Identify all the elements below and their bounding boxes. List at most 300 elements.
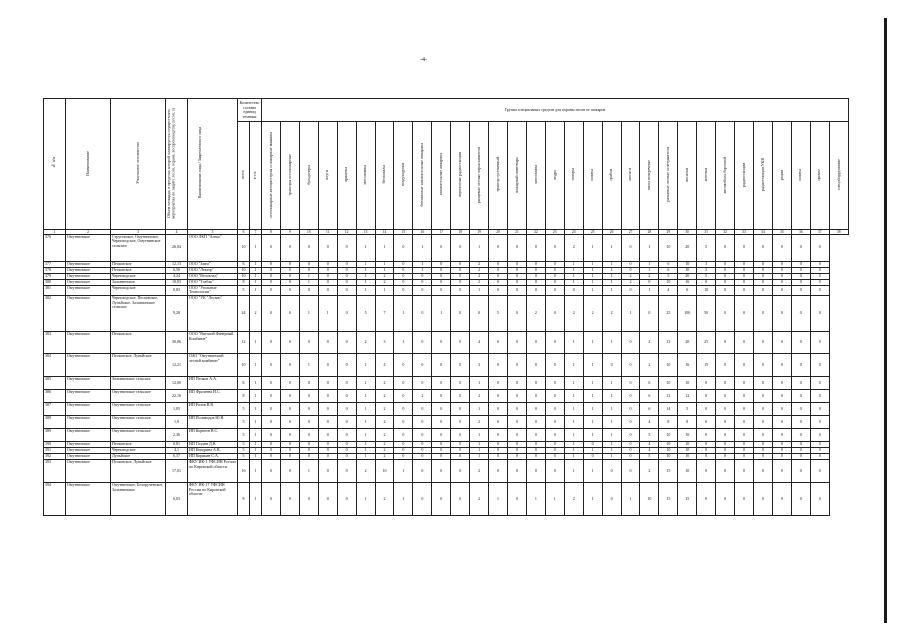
row-value: 0	[280, 279, 299, 285]
row-tenant: ИП Корякин С.А.	[188, 453, 238, 459]
row-value: 1	[375, 234, 394, 261]
row-value: 0	[318, 402, 337, 415]
header-col	[716, 122, 735, 229]
row-value: 0	[451, 482, 470, 515]
header-col-text: радиостанции УКВ	[759, 158, 765, 192]
row-value: 0	[810, 234, 829, 261]
header-col	[753, 122, 772, 229]
row-value: 1	[356, 447, 375, 453]
row-value: 1	[583, 285, 602, 295]
row-value: 0	[753, 389, 772, 402]
row-value: 0	[394, 402, 413, 415]
row-value: 0	[772, 273, 791, 279]
row-num: 378	[44, 267, 66, 273]
row-value: 0	[526, 415, 545, 428]
row-value: 0	[337, 415, 356, 428]
row-value: 0	[735, 331, 754, 353]
row-value: 0	[716, 295, 735, 331]
row-district: Песковское, Лупьйское	[111, 353, 166, 376]
row-district: Песковское, Лупьйское	[111, 459, 166, 482]
column-number: 30	[678, 229, 697, 234]
row-value: 0	[772, 482, 791, 515]
row-value: 0	[810, 428, 829, 441]
row-value: 0	[526, 441, 545, 447]
row-value: 6	[640, 376, 659, 389]
row-value: 0	[810, 353, 829, 376]
row-value: 0	[735, 234, 754, 261]
row-value: 0	[489, 331, 508, 353]
row-value: 0	[451, 273, 470, 279]
row-value: 0	[394, 234, 413, 261]
row-value: 0	[413, 428, 432, 441]
row-name: Омутнинское	[66, 441, 111, 447]
row-value: 1	[470, 376, 489, 389]
row-value: 0	[280, 261, 299, 267]
header-col	[394, 122, 413, 229]
row-value: 0	[791, 415, 810, 428]
row-value: 0	[753, 453, 772, 459]
row-value: 0	[451, 453, 470, 459]
row-value: 0	[791, 428, 810, 441]
row-value: 0	[621, 402, 640, 415]
row-value: 0	[337, 331, 356, 353]
column-number: 35	[772, 229, 791, 234]
row-value: 2	[356, 331, 375, 353]
row-value: 0	[262, 295, 281, 331]
header-col	[337, 122, 356, 229]
table-row	[44, 376, 849, 389]
row-num: 376	[44, 234, 66, 261]
row-value: 0	[508, 447, 527, 453]
header-area-text: Объем площади, в пределах которой планируется осуществлять мероприятия по защите лесов, охране, воспроизводству лесов, га	[166, 107, 176, 219]
row-value: 1	[583, 273, 602, 279]
row-value: 1	[356, 279, 375, 285]
row-num: 394	[44, 482, 66, 515]
row-value: 20	[678, 331, 697, 353]
row-value: 1	[250, 279, 262, 285]
column-number: 5	[188, 229, 238, 234]
row-district: Черноходское	[111, 285, 166, 295]
row-value: 1	[564, 273, 583, 279]
row-value: 1	[583, 279, 602, 285]
row-value: 0	[716, 447, 735, 453]
row-value: 0	[753, 353, 772, 376]
table-row	[44, 295, 849, 331]
row-value: 0	[753, 482, 772, 515]
header-col-text: носилки	[683, 167, 689, 182]
row-value: 0	[621, 285, 640, 295]
row-value: 0	[791, 376, 810, 389]
row-value: 1	[470, 453, 489, 459]
header-col-text: ранцевые лесные опрыскиватели	[475, 146, 481, 203]
row-value: 2	[470, 261, 489, 267]
row-value: 2	[564, 234, 583, 261]
row-value: 5	[238, 441, 250, 447]
row-value: 0	[735, 402, 754, 415]
row-value: 0	[451, 459, 470, 482]
header-col-text: зажигательные аппараты	[437, 153, 443, 196]
row-value: 1	[356, 441, 375, 447]
row-value: 16	[678, 353, 697, 376]
row-value: 0	[299, 389, 318, 402]
row-value: 0	[489, 453, 508, 459]
row-value: 1	[250, 428, 262, 441]
row-name: Омутнинское	[66, 389, 111, 402]
row-value: 0	[470, 295, 489, 331]
row-value: 0	[337, 453, 356, 459]
row-value: 5	[238, 428, 250, 441]
row-value: 1	[250, 447, 262, 453]
header-col	[602, 122, 621, 229]
row-value: 1	[356, 285, 375, 295]
row-value: 0	[735, 389, 754, 402]
column-number: 18	[451, 229, 470, 234]
row-district: Черноходское, Песковское, Лупьйское, Залазнинское сельское	[111, 295, 166, 331]
row-district: Струговское, Омутнинское, Черноходское, Омутнинское сельское	[111, 234, 166, 261]
row-value: 0	[545, 273, 564, 279]
row-value: 0	[697, 453, 716, 459]
row-name: Омутнинское	[66, 376, 111, 389]
row-value: 0	[413, 279, 432, 285]
row-value: 0	[432, 353, 451, 376]
row-value: 0	[545, 447, 564, 453]
row-value: 0	[299, 453, 318, 459]
row-value: 0	[318, 353, 337, 376]
row-value: 2	[564, 295, 583, 331]
table-row	[44, 389, 849, 402]
row-value: 1	[602, 415, 621, 428]
row-value: 0	[299, 234, 318, 261]
row-value: 2	[470, 459, 489, 482]
header-col-text: прицепы	[343, 167, 349, 183]
row-name: Омутнинское	[66, 331, 111, 353]
row-area: 9,28	[166, 295, 188, 331]
column-number: 21	[508, 229, 527, 234]
row-value: 0	[318, 482, 337, 515]
row-value: 0	[791, 353, 810, 376]
column-number: 8	[262, 229, 281, 234]
row-value: 1	[583, 482, 602, 515]
row-value: 0	[262, 447, 281, 453]
row-num: 384	[44, 353, 66, 376]
row-value: 1	[356, 402, 375, 415]
header-col	[772, 122, 791, 229]
row-value: 0	[262, 285, 281, 295]
row-value: 1	[356, 415, 375, 428]
row-value: 20	[678, 273, 697, 279]
table-row	[44, 331, 849, 353]
row-value: 0	[394, 353, 413, 376]
row-value: 0	[432, 415, 451, 428]
header-col-text: бензопилы	[381, 165, 387, 184]
header-col	[280, 122, 299, 229]
row-value: 0	[526, 331, 545, 353]
row-value: 0	[318, 389, 337, 402]
row-value: 0	[716, 482, 735, 515]
row-value: 3	[697, 267, 716, 273]
header-col	[526, 122, 545, 229]
row-value: 0	[451, 261, 470, 267]
row-value: 1	[583, 234, 602, 261]
row-value: 0	[451, 279, 470, 285]
header-col-text: пожарный инвентарь	[513, 156, 519, 193]
row-value: 0	[432, 453, 451, 459]
header-col	[791, 122, 810, 229]
row-value: 10	[659, 279, 678, 285]
header-col	[262, 122, 281, 229]
row-value: 1	[545, 482, 564, 515]
row-value: 1	[602, 261, 621, 267]
row-value: 0	[772, 234, 791, 261]
header-col-text: переносные радиостанции	[456, 152, 462, 198]
row-value: 1	[470, 285, 489, 295]
row-value: 1	[602, 453, 621, 459]
row-num: 382	[44, 295, 66, 331]
row-tenant: ИП Кокорина А.В.	[188, 447, 238, 453]
row-value: 0	[299, 267, 318, 273]
row-area: 0,83	[166, 285, 188, 295]
row-value: 0	[451, 447, 470, 453]
row-value: 0	[318, 447, 337, 453]
row-value: 0	[716, 273, 735, 279]
column-number: 14	[375, 229, 394, 234]
row-value: 1	[564, 376, 583, 389]
row-value: 0	[394, 453, 413, 459]
row-value: 0	[337, 285, 356, 295]
row-tenant: ООО "УК "Лесыю"	[188, 295, 238, 331]
row-value: 1	[602, 273, 621, 279]
row-value: 0	[772, 459, 791, 482]
row-value: 0	[489, 441, 508, 447]
row-value: 0	[810, 279, 829, 285]
row-tenant: ИП Пепков А.А.	[188, 376, 238, 389]
column-number: 37	[810, 229, 829, 234]
row-value: 0	[318, 285, 337, 295]
row-value: 16	[238, 459, 250, 482]
row-value: 0	[508, 261, 527, 267]
column-number: 2	[66, 229, 111, 234]
row-value: 0	[262, 389, 281, 402]
row-value: 10	[238, 267, 250, 273]
row-value: 0	[280, 353, 299, 376]
row-value: 0	[810, 459, 829, 482]
header-col	[489, 122, 508, 229]
row-value: 1	[250, 441, 262, 447]
row-district: Залазнинское сельское	[111, 376, 166, 389]
row-num: 391	[44, 447, 66, 453]
row-value: 1	[583, 267, 602, 273]
row-value: 1	[250, 376, 262, 389]
row-value: 100	[678, 295, 697, 331]
row-value: 10	[238, 234, 250, 261]
row-value: 0	[526, 273, 545, 279]
row-value: 2	[375, 441, 394, 447]
row-value: 0	[489, 376, 508, 389]
table-row	[44, 234, 849, 261]
row-value: 0	[772, 267, 791, 273]
row-value: 10	[678, 267, 697, 273]
row-value: 0	[545, 234, 564, 261]
row-value: 6	[640, 402, 659, 415]
row-value: 2	[470, 389, 489, 402]
row-value: 7	[375, 295, 394, 331]
row-area: 17,01	[166, 459, 188, 482]
row-value: 4	[640, 415, 659, 428]
row-value: 0	[640, 279, 659, 285]
row-value: 0	[413, 273, 432, 279]
row-value: 0	[735, 279, 754, 285]
row-value: 24	[238, 295, 250, 331]
row-value: 0	[772, 415, 791, 428]
row-value: 10	[659, 376, 678, 389]
column-number: 7	[250, 229, 262, 234]
row-value: 0	[394, 267, 413, 273]
row-district: Лупьйское	[111, 453, 166, 459]
row-value: 10	[678, 447, 697, 453]
row-value: 0	[810, 453, 829, 459]
row-value: 3	[697, 261, 716, 267]
row-value: 4	[375, 353, 394, 376]
row-value: 0	[583, 453, 602, 459]
row-value: 0	[508, 273, 527, 279]
row-value: 0	[753, 402, 772, 415]
row-value: 1	[602, 279, 621, 285]
header-col-text: топоры	[570, 168, 576, 181]
row-value: 0	[318, 234, 337, 261]
row-value: 1	[356, 428, 375, 441]
header-col	[356, 122, 375, 229]
row-value: 1	[640, 261, 659, 267]
row-value: 10	[659, 428, 678, 441]
row-value: 1	[564, 402, 583, 415]
header-col-text: рации	[778, 169, 784, 180]
row-value: 8	[238, 279, 250, 285]
row-value: 0	[262, 279, 281, 285]
row-value: 2	[250, 295, 262, 331]
row-value: 0	[432, 459, 451, 482]
row-value: 1	[250, 353, 262, 376]
header-col-text: лопаты	[797, 168, 803, 181]
row-value: 0	[621, 267, 640, 273]
row-value: 0	[262, 415, 281, 428]
row-value: 0	[299, 441, 318, 447]
header-col-text: мотопомпы	[362, 164, 368, 185]
row-value: 0	[489, 353, 508, 376]
row-value: 1	[394, 295, 413, 331]
row-value: 0	[413, 402, 432, 415]
row-num: 386	[44, 389, 66, 402]
row-value: 1	[394, 331, 413, 353]
row-value: 0	[772, 428, 791, 441]
row-value: 0	[716, 279, 735, 285]
header-col	[545, 122, 564, 229]
row-value: 0	[337, 295, 356, 331]
table-row	[44, 482, 849, 515]
row-value: 0	[810, 447, 829, 453]
header-name-text: Наименование	[84, 150, 90, 176]
row-value: 6	[238, 376, 250, 389]
row-value: 1	[299, 459, 318, 482]
row-value: 5	[356, 295, 375, 331]
table-row	[44, 415, 849, 428]
row-value: 0	[545, 389, 564, 402]
row-value: 0	[489, 261, 508, 267]
row-value: 12	[678, 389, 697, 402]
row-value: 0	[602, 459, 621, 482]
row-value: 1	[250, 389, 262, 402]
row-value: 15	[659, 459, 678, 482]
row-value: 1	[621, 482, 640, 515]
row-value: 2	[356, 459, 375, 482]
row-area: 10,03	[166, 279, 188, 285]
row-value: 0	[716, 441, 735, 447]
row-value: 1	[356, 273, 375, 279]
row-value: 0	[735, 285, 754, 295]
row-value: 0	[810, 267, 829, 273]
row-value: 0	[697, 482, 716, 515]
row-value: 0	[526, 447, 545, 453]
row-value: 2	[621, 279, 640, 285]
row-value: 0	[337, 279, 356, 285]
row-value: 1	[250, 453, 262, 459]
header-col-text: трактор гусеничный	[494, 157, 500, 193]
row-name: Омутнинское	[66, 428, 111, 441]
header-col-text: бульдозеры	[305, 164, 311, 185]
row-district: Омутнинское сельское	[111, 428, 166, 441]
header-col	[621, 122, 640, 229]
header-col-text: тракторы лесопожарные	[286, 153, 292, 196]
row-value: 0	[280, 415, 299, 428]
row-area: 1,05	[166, 402, 188, 415]
row-value: 0	[735, 376, 754, 389]
row-value: 8	[659, 415, 678, 428]
row-value: 0	[262, 376, 281, 389]
row-value: 0	[716, 376, 735, 389]
row-area: 26,04	[166, 234, 188, 261]
row-value: 0	[810, 441, 829, 447]
row-value: 6	[238, 261, 250, 267]
row-value: 0	[337, 376, 356, 389]
row-area: 0,81	[166, 441, 188, 447]
row-value: 0	[413, 453, 432, 459]
row-value: 0	[451, 415, 470, 428]
row-value: 10	[678, 428, 697, 441]
row-value: 5	[238, 415, 250, 428]
row-value: 0	[697, 415, 716, 428]
row-value: 0	[716, 389, 735, 402]
row-value: 0	[753, 447, 772, 453]
row-value: 1	[470, 428, 489, 441]
row-value: 1	[602, 331, 621, 353]
row-value: 0	[810, 389, 829, 402]
row-area: 6,37	[166, 453, 188, 459]
row-value: 0	[583, 441, 602, 447]
row-value: 0	[621, 459, 640, 482]
row-value: 2	[526, 295, 545, 331]
header-col	[432, 122, 451, 229]
header-district	[111, 99, 166, 230]
row-value: 0	[791, 285, 810, 295]
row-value: 1	[564, 447, 583, 453]
row-name: Омутнинское	[66, 273, 111, 279]
row-value: 1	[250, 261, 262, 267]
row-value: 0	[280, 331, 299, 353]
row-area: 1,9	[166, 415, 188, 428]
row-value: 5	[678, 402, 697, 415]
row-value: 0	[280, 376, 299, 389]
row-district: Омутнинское, Белорученское, Залазнинское	[111, 482, 166, 515]
header-col-text: аптечки	[702, 168, 708, 182]
